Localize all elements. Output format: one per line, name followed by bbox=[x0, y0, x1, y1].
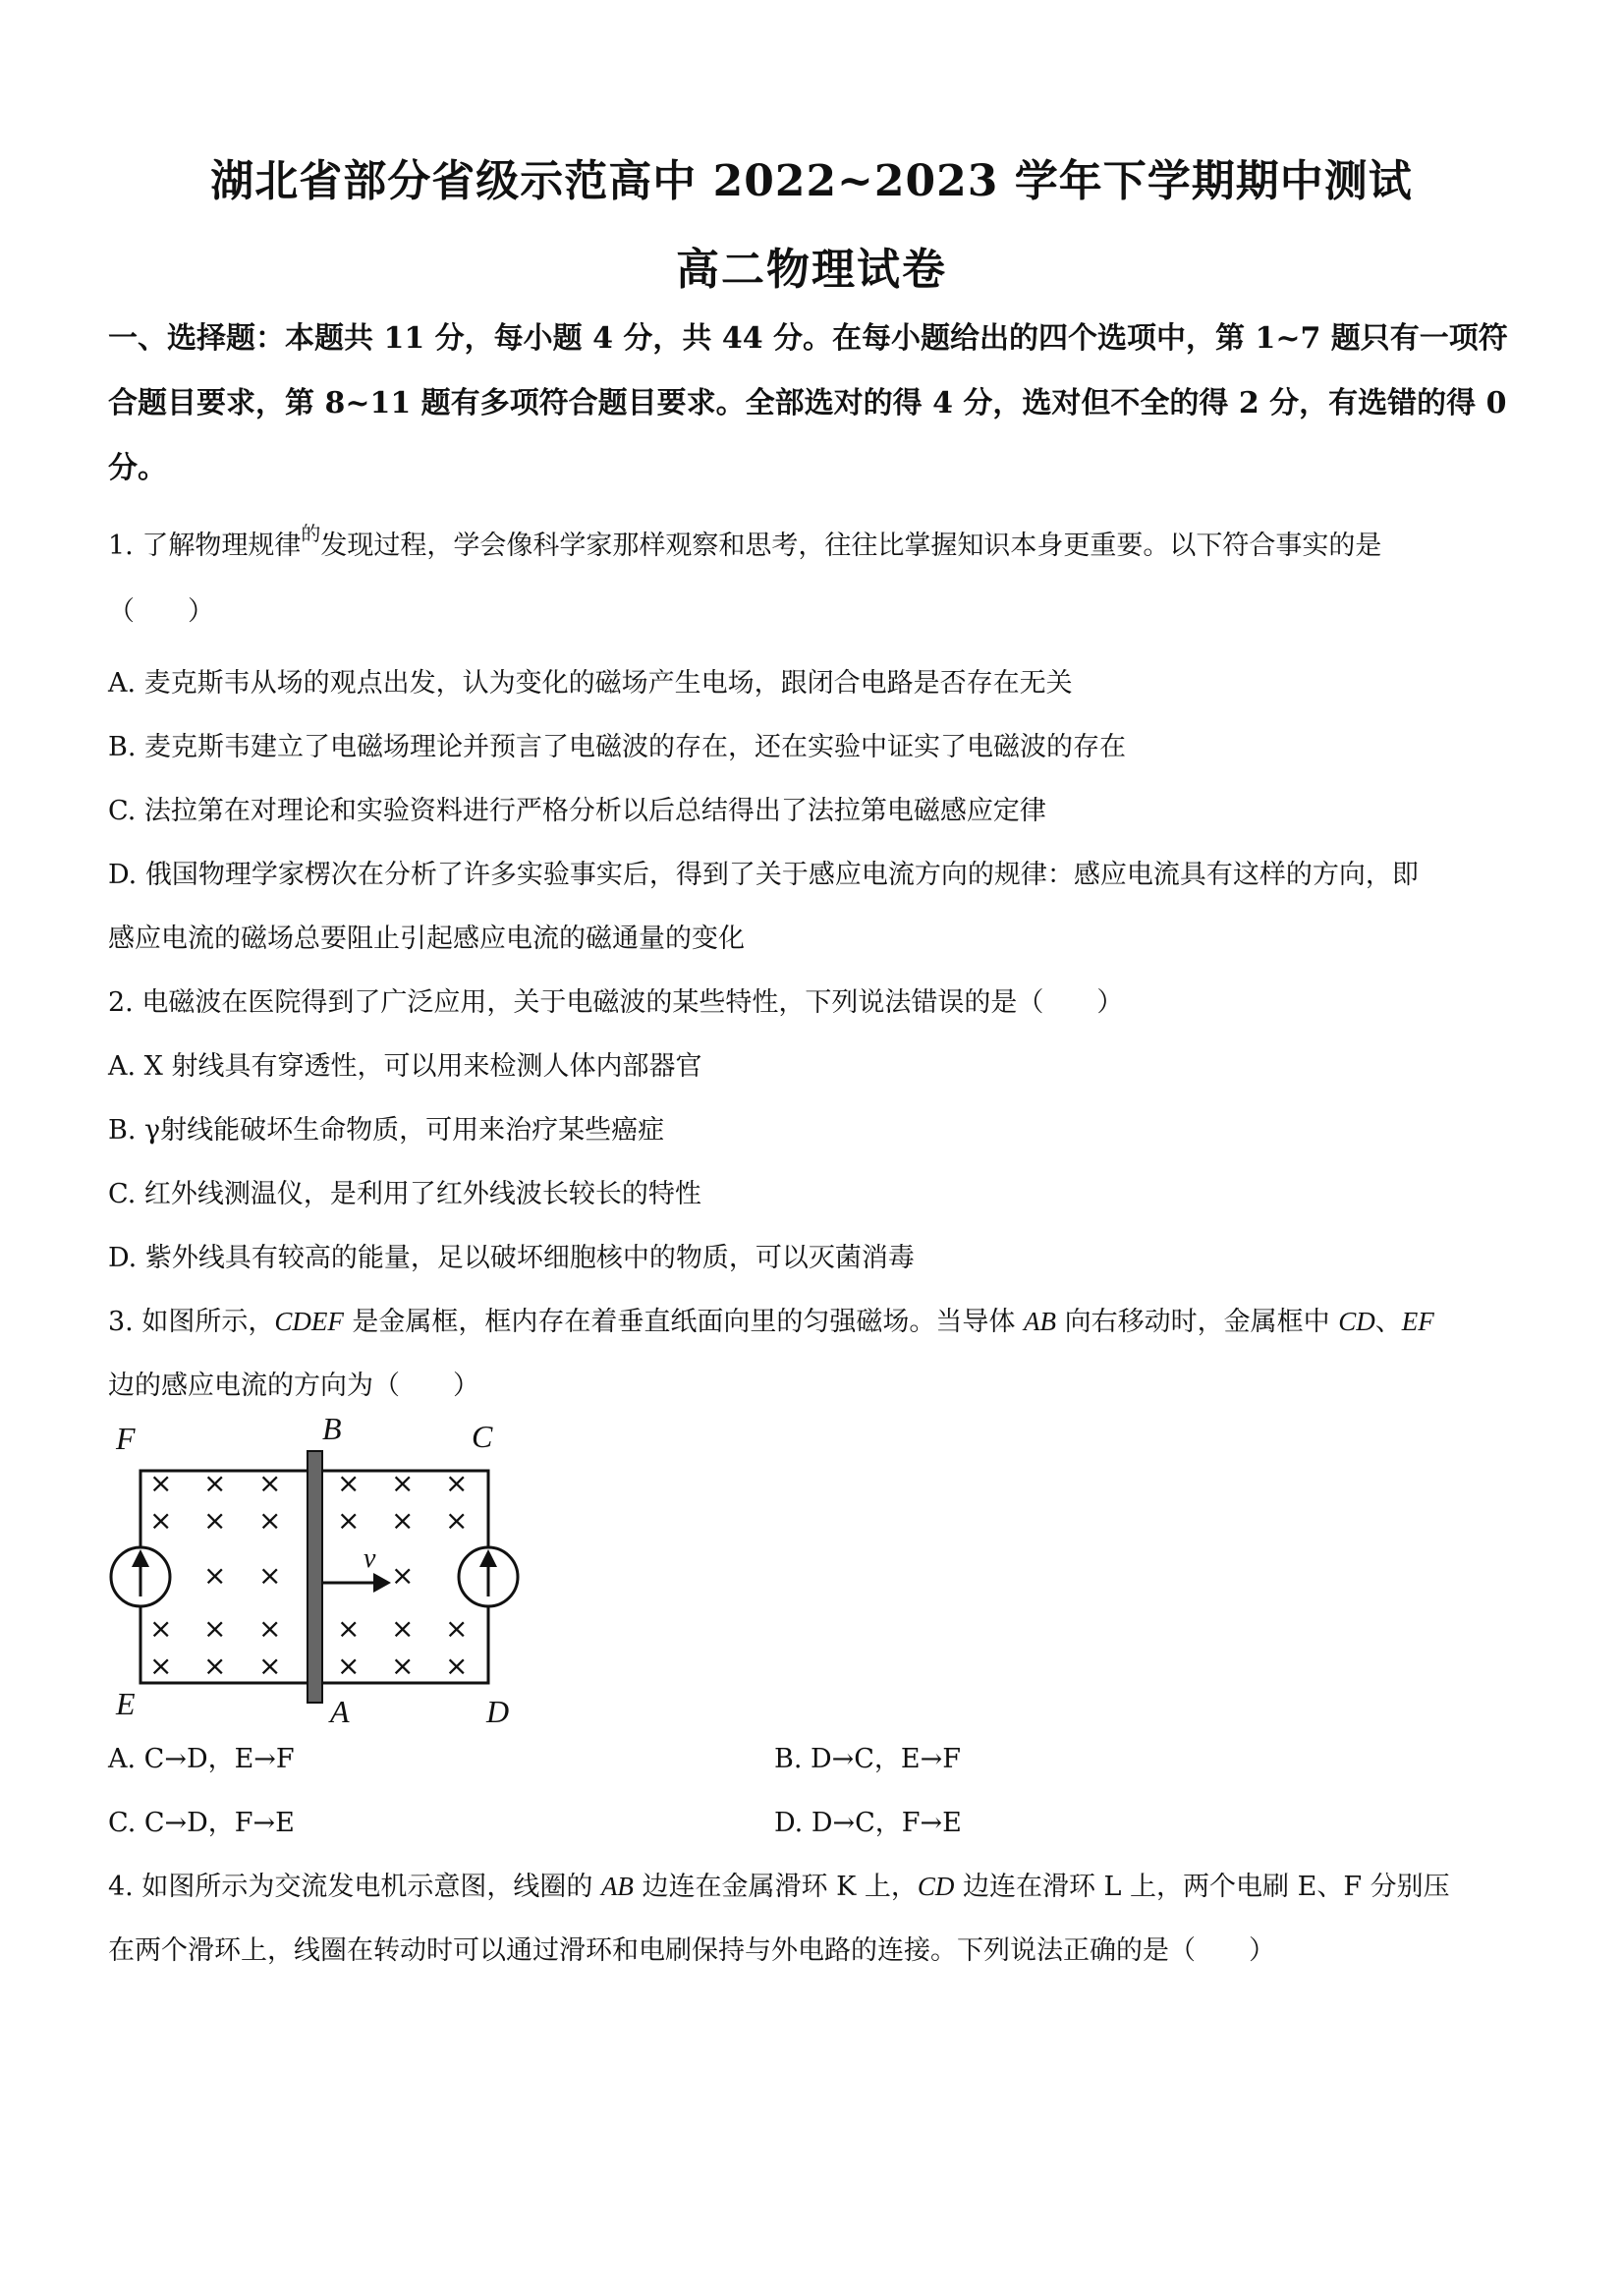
field-cross-icon: × bbox=[391, 1650, 415, 1682]
exam-subtitle: 高二物理试卷 bbox=[676, 245, 947, 295]
field-cross-icon: × bbox=[445, 1467, 469, 1499]
q3-stem-line2: 边的感应电流的方向为（ ） bbox=[108, 1371, 479, 1401]
q4-stem-line2: 在两个滑环上，线圈在转动时可以通过滑环和电刷保持与外电路的连接。下列说法正确的是（ ） bbox=[108, 1935, 1275, 1966]
label-v: v bbox=[364, 1543, 376, 1574]
q3-option-b: B. D→C，E→F bbox=[774, 1744, 962, 1774]
q4-stem-part1: 4. 如图所示为交流发电机示意图，线圈的 bbox=[108, 1872, 601, 1902]
field-cross-icon: × bbox=[149, 1467, 173, 1499]
field-cross-icon: × bbox=[149, 1612, 173, 1645]
q4-stem-ab: AB bbox=[600, 1872, 634, 1901]
field-cross-icon: × bbox=[337, 1504, 361, 1537]
q1-stem-text-b: 发现过程，学会像科学家那样观察和思考，往往比掌握知识本身更重要。以下符合事实的是 bbox=[320, 531, 1382, 561]
q2-option-a: A. X 射线具有穿透性，可以用来检测人体内部器官 bbox=[108, 1051, 702, 1082]
field-cross-icon: × bbox=[258, 1467, 282, 1499]
q3-option-a: A. C→D，E→F bbox=[108, 1744, 295, 1774]
label-c: C bbox=[472, 1419, 493, 1454]
velocity-arrow-icon bbox=[373, 1573, 391, 1593]
q2-option-d: D. 紫外线具有较高的能量，足以破坏细胞核中的物质，可以灭菌消毒 bbox=[108, 1243, 915, 1273]
q3-stem-part4: 、 bbox=[1374, 1307, 1402, 1337]
q1-option-d-line1: D. 俄国物理学家楞次在分析了许多实验事实后，得到了关于感应电流方向的规律：感应电流具有这样的方向，即 bbox=[108, 860, 1419, 890]
field-cross-icon: × bbox=[203, 1504, 227, 1537]
q1-option-b: B. 麦克斯韦建立了电磁场理论并预言了电磁波的存在，还在实验中证实了电磁波的存在 bbox=[108, 732, 1127, 762]
field-cross-icon: × bbox=[258, 1612, 282, 1645]
field-cross-icon: × bbox=[391, 1559, 415, 1592]
q3-stem-cd: CD bbox=[1338, 1307, 1375, 1336]
q4-stem-part3: 边连在滑环 L 上，两个电刷 E、F 分别压 bbox=[954, 1872, 1450, 1902]
q1-stem-text-a: 1. 了解物理规律 bbox=[108, 531, 302, 561]
field-cross-icon: × bbox=[445, 1612, 469, 1645]
q4-stem-part2: 边连在金属滑环 K 上， bbox=[633, 1872, 918, 1902]
field-cross-icon: × bbox=[445, 1650, 469, 1682]
field-cross-icon: × bbox=[391, 1612, 415, 1645]
field-cross-icon: × bbox=[203, 1559, 227, 1592]
label-d: D bbox=[486, 1694, 510, 1724]
conductor-ab bbox=[308, 1451, 322, 1703]
field-cross-icon: × bbox=[258, 1650, 282, 1682]
field-cross-icon: × bbox=[258, 1559, 282, 1592]
section-heading: 一、选择题：本题共 11 分，每小题 4 分，共 44 分。在每小题给出的四个选项中，第 1~7 题只有一项符合题目要求，第 8~11 题有多项符合题目要求。全部选对的得 4 分，选对但不全的得 2 分，有选错的得 0 分。 bbox=[108, 321, 1508, 485]
q3-stem-cdef: CDEF bbox=[274, 1307, 344, 1336]
q3-stem-part3: 向右移动时，金属框中 bbox=[1056, 1307, 1339, 1337]
label-b: B bbox=[322, 1411, 342, 1446]
q3-stem-ab: AB bbox=[1024, 1307, 1057, 1336]
q3-option-d: D. D→C，F→E bbox=[774, 1808, 962, 1838]
field-cross-icon: × bbox=[391, 1504, 415, 1537]
field-cross-icon: × bbox=[149, 1504, 173, 1537]
q3-option-c: C. C→D，F→E bbox=[108, 1808, 295, 1838]
field-cross-icon: × bbox=[391, 1467, 415, 1499]
field-cross-icon: × bbox=[337, 1612, 361, 1645]
q1-stem-sup: 的 bbox=[301, 522, 321, 545]
field-cross-icon: × bbox=[149, 1650, 173, 1682]
q2-option-b: B. γ射线能破坏生命物质，可用来治疗某些癌症 bbox=[108, 1115, 665, 1146]
q1-stem bbox=[108, 524, 1381, 562]
q3-stem-part2: 是金属框，框内存在着垂直纸面向里的匀强磁场。当导体 bbox=[343, 1307, 1025, 1337]
q1-option-a: A. 麦克斯韦从场的观点出发，认为变化的磁场产生电场，跟闭合电路是否存在无关 bbox=[108, 668, 1073, 699]
q1-paren: （ ） bbox=[108, 596, 214, 627]
q4-stem-cd: CD bbox=[917, 1872, 955, 1901]
q3-stem-ef: EF bbox=[1401, 1307, 1434, 1336]
field-cross-icon: × bbox=[203, 1650, 227, 1682]
label-f: F bbox=[116, 1421, 136, 1456]
q3-circuit-figure bbox=[98, 1410, 550, 1724]
exam-title: 湖北省部分省级示范高中 2022~2023 学年下学期期中测试 bbox=[210, 156, 1413, 206]
q2-stem: 2. 电磁波在医院得到了广泛应用，关于电磁波的某些特性，下列说法错误的是（ ） bbox=[108, 987, 1124, 1018]
field-cross-icon: × bbox=[445, 1504, 469, 1537]
q1-option-d-line2: 感应电流的磁场总要阻止引起感应电流的磁通量的变化 bbox=[108, 924, 745, 954]
q3-stem-line1 bbox=[108, 1300, 1434, 1338]
field-cross-icon: × bbox=[337, 1650, 361, 1682]
label-e: E bbox=[116, 1686, 136, 1721]
label-a: A bbox=[330, 1694, 350, 1724]
q1-option-c: C. 法拉第在对理论和实验资料进行严格分析以后总结得出了法拉第电磁感应定律 bbox=[108, 796, 1046, 826]
field-cross-icon: × bbox=[337, 1467, 361, 1499]
q2-option-c: C. 红外线测温仪，是利用了红外线波长较长的特性 bbox=[108, 1179, 701, 1209]
q4-stem-line1 bbox=[108, 1865, 1450, 1903]
q3-stem-part1: 3. 如图所示， bbox=[108, 1307, 275, 1337]
field-cross-icon: × bbox=[203, 1467, 227, 1499]
field-cross-icon: × bbox=[203, 1612, 227, 1645]
field-cross-icon: × bbox=[258, 1504, 282, 1537]
